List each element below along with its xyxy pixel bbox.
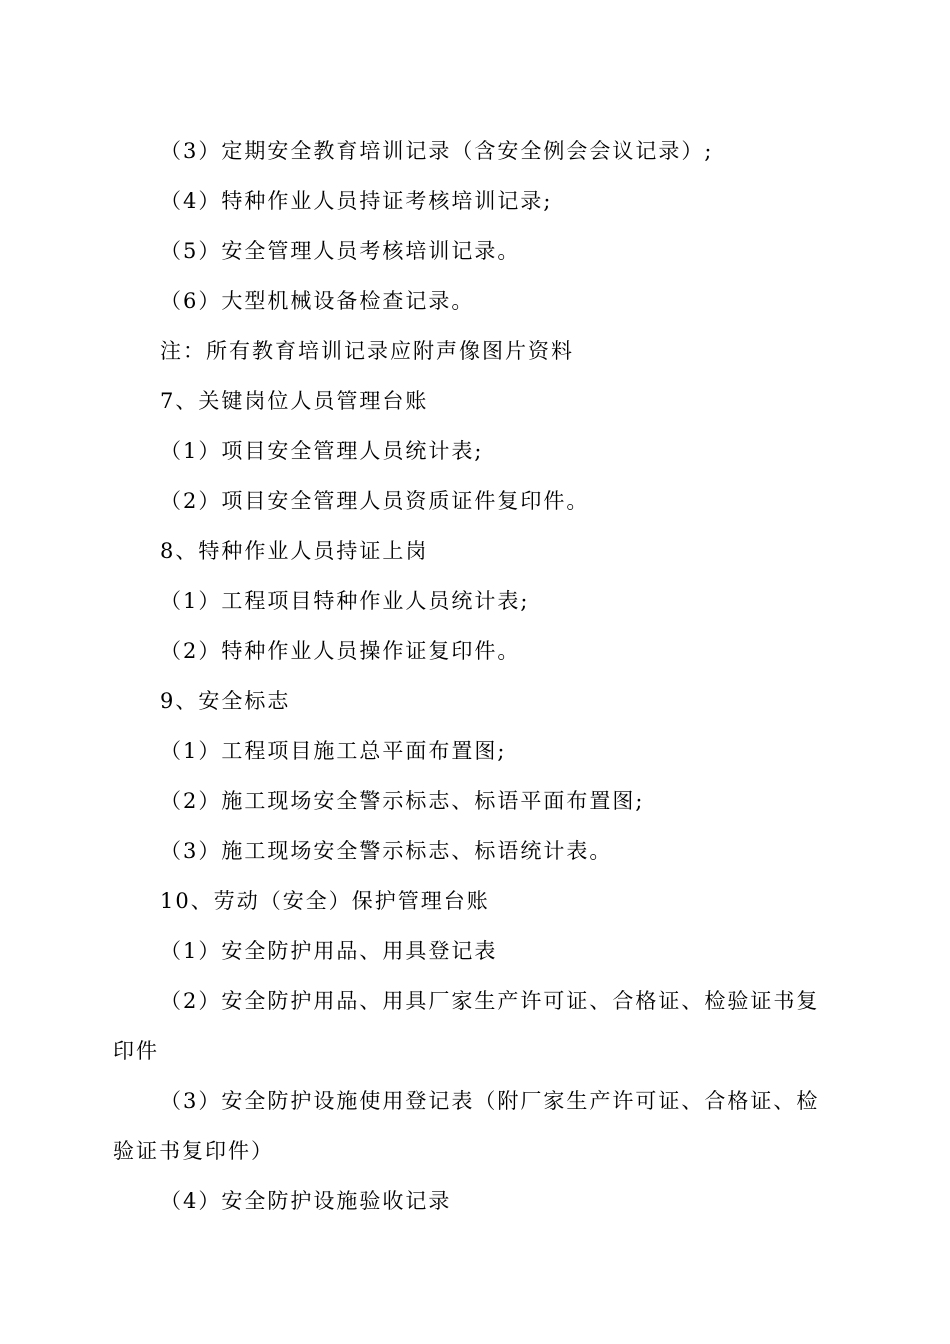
paragraph-10-3: （3）安全防护设施使用登记表（附厂家生产许可证、合格证、检验证书复印件） [113,1089,820,1163]
paragraph-8-2: （2）特种作业人员操作证复印件。 [160,639,521,663]
paragraph-9-3: （3）施工现场安全警示标志、标语统计表。 [160,839,613,863]
paragraph-6-machinery-inspection: （6）大型机械设备检查记录。 [160,289,475,313]
section-9-heading: 9、安全标志 [160,689,291,713]
paragraph-10-2: （2）安全防护用品、用具厂家生产许可证、合格证、检验证书复印件 [113,989,820,1063]
note-paragraph: 注：所有教育培训记录应附声像图片资料 [160,339,574,363]
paragraph-8-1: （1）工程项目特种作业人员统计表; [160,589,530,613]
section-7-heading: 7、关键岗位人员管理台账 [160,389,429,413]
section-10-heading: 10、劳动（安全）保护管理台账 [160,889,490,913]
paragraph-5-manager-training: （5）安全管理人员考核培训记录。 [160,239,521,263]
paragraph-9-2: （2）施工现场安全警示标志、标语平面布置图; [160,789,645,813]
paragraph-7-2: （2）项目安全管理人员资质证件复印件。 [160,489,590,513]
section-8-heading: 8、特种作业人员持证上岗 [160,539,429,563]
paragraph-3-periodic-training: （3）定期安全教育培训记录（含安全例会会议记录）; [160,139,714,163]
paragraph-9-1: （1）工程项目施工总平面布置图; [160,739,507,763]
paragraph-4-special-worker-training: （4）特种作业人员持证考核培训记录; [160,189,553,213]
paragraph-10-4: （4）安全防护设施验收记录 [160,1189,452,1213]
paragraph-10-1: （1）安全防护用品、用具登记表 [160,939,498,963]
paragraph-7-1: （1）项目安全管理人员统计表; [160,439,484,463]
